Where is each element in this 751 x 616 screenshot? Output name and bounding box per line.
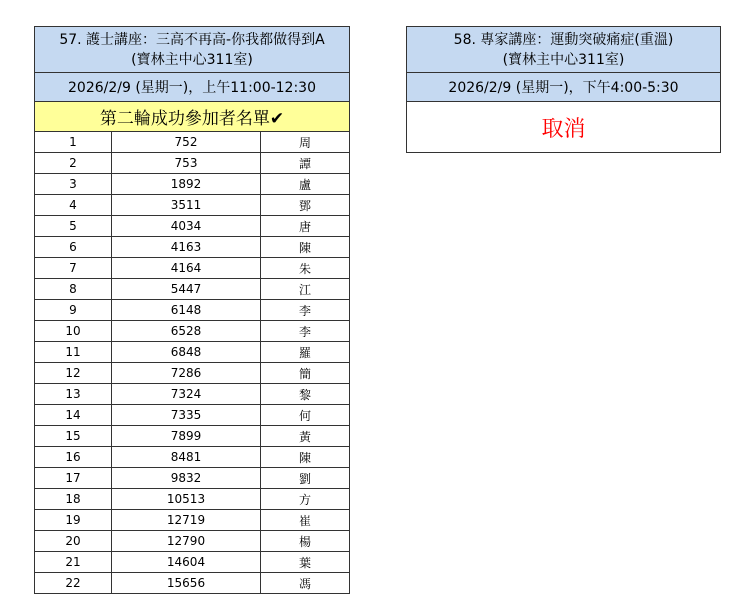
participant-row — [35, 216, 350, 237]
participant-code: 4034 — [112, 216, 261, 237]
participant-code: 5447 — [112, 279, 261, 300]
participant-surname: 葉 — [261, 552, 350, 573]
participant-number: 3 — [35, 174, 112, 195]
participant-code: 3511 — [112, 195, 261, 216]
participant-number: 22 — [35, 573, 112, 594]
participant-number: 13 — [35, 384, 112, 405]
participant-row — [35, 426, 350, 447]
session-58-title-line1: 58. 專家講座：運動突破痛症(重溫) — [453, 31, 674, 48]
participant-code: 753 — [112, 153, 261, 174]
participant-number: 8 — [35, 279, 112, 300]
session-57-table — [34, 26, 350, 594]
participant-surname: 馮 — [261, 573, 350, 594]
session-57-body — [35, 27, 350, 594]
participant-row — [35, 384, 350, 405]
session-58-table — [406, 26, 721, 153]
participant-row — [35, 468, 350, 489]
participant-row — [35, 174, 350, 195]
participant-code: 7335 — [112, 405, 261, 426]
participant-surname: 李 — [261, 321, 350, 342]
participant-surname: 鄧 — [261, 195, 350, 216]
participant-row — [35, 489, 350, 510]
participant-number: 21 — [35, 552, 112, 573]
participant-surname: 陳 — [261, 447, 350, 468]
participant-code: 12790 — [112, 531, 261, 552]
session-57-title-line1: 57. 護士講座：三高不再高-你我都做得到A — [59, 31, 325, 48]
participant-surname: 朱 — [261, 258, 350, 279]
participant-code: 15656 — [112, 573, 261, 594]
participant-number: 4 — [35, 195, 112, 216]
participant-row — [35, 300, 350, 321]
participant-number: 9 — [35, 300, 112, 321]
participant-surname: 何 — [261, 405, 350, 426]
participant-surname: 陳 — [261, 237, 350, 258]
participant-number: 2 — [35, 153, 112, 174]
participant-number: 18 — [35, 489, 112, 510]
participant-number: 11 — [35, 342, 112, 363]
participant-row — [35, 258, 350, 279]
participant-number: 14 — [35, 405, 112, 426]
participant-code: 6528 — [112, 321, 261, 342]
participant-surname: 方 — [261, 489, 350, 510]
participant-row — [35, 447, 350, 468]
participant-code: 9832 — [112, 468, 261, 489]
session-58-datetime: 2026/2/9 (星期一)，下午4:00-5:30 — [407, 73, 721, 102]
participant-surname: 楊 — [261, 531, 350, 552]
participant-number: 15 — [35, 426, 112, 447]
participant-code: 7286 — [112, 363, 261, 384]
participant-number: 12 — [35, 363, 112, 384]
participant-row — [35, 405, 350, 426]
participant-number: 6 — [35, 237, 112, 258]
participant-code: 8481 — [112, 447, 261, 468]
participant-number: 5 — [35, 216, 112, 237]
session-58-title — [407, 27, 721, 73]
participant-number: 1 — [35, 132, 112, 153]
participant-number: 7 — [35, 258, 112, 279]
participant-code: 7324 — [112, 384, 261, 405]
participant-row — [35, 342, 350, 363]
session-57-title — [35, 27, 350, 73]
participant-row — [35, 510, 350, 531]
participant-code: 7899 — [112, 426, 261, 447]
participant-surname: 唐 — [261, 216, 350, 237]
participant-number: 16 — [35, 447, 112, 468]
session-57-datetime: 2026/2/9 (星期一)，上午11:00-12:30 — [35, 73, 350, 102]
participant-surname: 羅 — [261, 342, 350, 363]
participant-code: 6848 — [112, 342, 261, 363]
participant-surname: 李 — [261, 300, 350, 321]
participant-number: 17 — [35, 468, 112, 489]
participant-row — [35, 237, 350, 258]
participant-surname: 江 — [261, 279, 350, 300]
participant-row — [35, 363, 350, 384]
participant-row — [35, 552, 350, 573]
session-58-title-line2: (寶林主中心311室) — [502, 51, 625, 68]
success-list-banner: 第二輪成功參加者名單✔ — [35, 102, 350, 132]
participant-surname: 黃 — [261, 426, 350, 447]
participant-row — [35, 279, 350, 300]
participant-row — [35, 321, 350, 342]
participant-surname: 崔 — [261, 510, 350, 531]
participant-surname: 盧 — [261, 174, 350, 195]
participant-row — [35, 132, 350, 153]
participant-surname: 周 — [261, 132, 350, 153]
participant-row — [35, 573, 350, 594]
participant-code: 1892 — [112, 174, 261, 195]
session-57-title-line2: (寶林主中心311室) — [131, 51, 253, 68]
participant-surname: 黎 — [261, 384, 350, 405]
participant-code: 6148 — [112, 300, 261, 321]
participant-code: 12719 — [112, 510, 261, 531]
participant-number: 19 — [35, 510, 112, 531]
participant-code: 10513 — [112, 489, 261, 510]
participant-surname: 劉 — [261, 468, 350, 489]
participant-number: 10 — [35, 321, 112, 342]
participant-code: 752 — [112, 132, 261, 153]
participant-row — [35, 195, 350, 216]
participant-surname: 譚 — [261, 153, 350, 174]
participant-code: 14604 — [112, 552, 261, 573]
participant-row — [35, 153, 350, 174]
participant-number: 20 — [35, 531, 112, 552]
participant-code: 4163 — [112, 237, 261, 258]
participant-surname: 簡 — [261, 363, 350, 384]
participant-row — [35, 531, 350, 552]
cancelled-status: 取消 — [407, 102, 721, 153]
participant-code: 4164 — [112, 258, 261, 279]
